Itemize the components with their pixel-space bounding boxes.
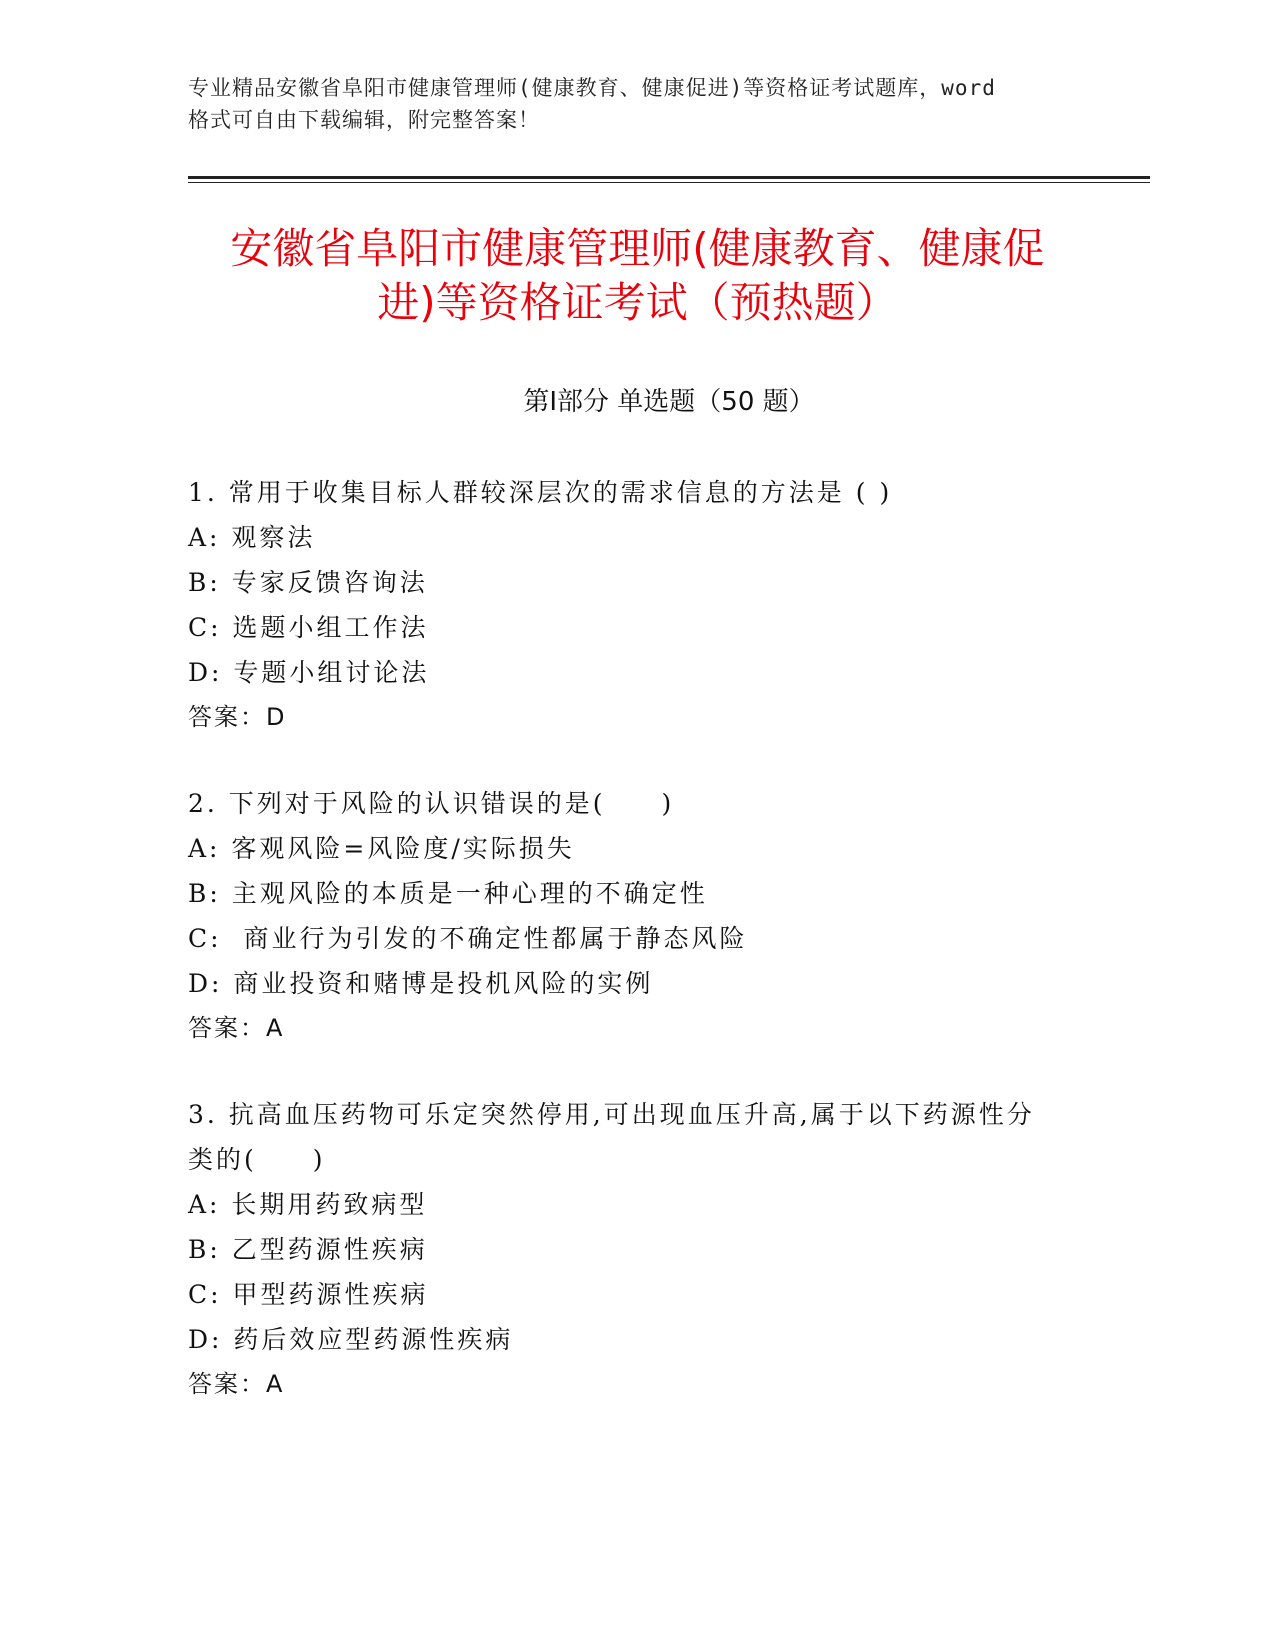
- answer: 答案：D: [188, 703, 287, 731]
- header-divider-thick: [188, 176, 1150, 179]
- document-title-line-1: 安徽省阜阳市健康管理师(健康教育、健康促: [230, 224, 1045, 273]
- option-b: B: 乙型药源性疾病: [188, 1235, 428, 1264]
- question-stem: 2. 下列对于风险的认识错误的是( ): [188, 789, 675, 818]
- document-title-line-2: 进)等资格证考试（预热题）: [377, 278, 898, 327]
- option-a: A: 观察法: [188, 523, 316, 552]
- header-note-line-1: 专业精品安徽省阜阳市健康管理师(健康教育、健康促进)等资格证考试题库，word: [188, 76, 996, 100]
- option-d: D: 商业投资和赌博是投机风险的实例: [188, 969, 654, 998]
- question-stem: 3. 抗高血压药物可乐定突然停用,可出现血压升高,属于以下药源性分: [188, 1100, 1035, 1129]
- option-b: B: 专家反馈咨询法: [188, 568, 428, 597]
- option-c: C: 商业行为引发的不确定性都属于静态风险: [188, 924, 748, 953]
- answer: 答案：A: [188, 1014, 285, 1042]
- option-a: A: 长期用药致病型: [188, 1190, 428, 1219]
- option-c: C: 选题小组工作法: [188, 613, 429, 642]
- option-b: B: 主观风险的本质是一种心理的不确定性: [188, 879, 708, 908]
- answer: 答案：A: [188, 1370, 285, 1398]
- question-stem-continued: 类的( ): [188, 1145, 326, 1174]
- question-list: [188, 470, 1088, 1448]
- header-note-line-2: 格式可自由下载编辑，附完整答案！: [188, 108, 540, 132]
- question-3: [188, 1092, 1088, 1407]
- question-2: [188, 781, 1088, 1051]
- document-title: [160, 222, 1115, 330]
- option-d: D: 药后效应型药源性疾病: [188, 1325, 514, 1354]
- question-stem: 1. 常用于收集目标人群较深层次的需求信息的方法是 ( ): [188, 478, 893, 507]
- option-c: C: 甲型药源性疾病: [188, 1280, 429, 1309]
- header-note: [188, 72, 1088, 136]
- header-divider-thin: [188, 182, 1150, 183]
- section-title: 第Ⅰ部分 单选题（50 题）: [523, 387, 815, 417]
- option-a: A: 客观风险=风险度/实际损失: [188, 834, 575, 863]
- question-1: [188, 470, 1088, 740]
- option-d: D: 专题小组讨论法: [188, 658, 430, 687]
